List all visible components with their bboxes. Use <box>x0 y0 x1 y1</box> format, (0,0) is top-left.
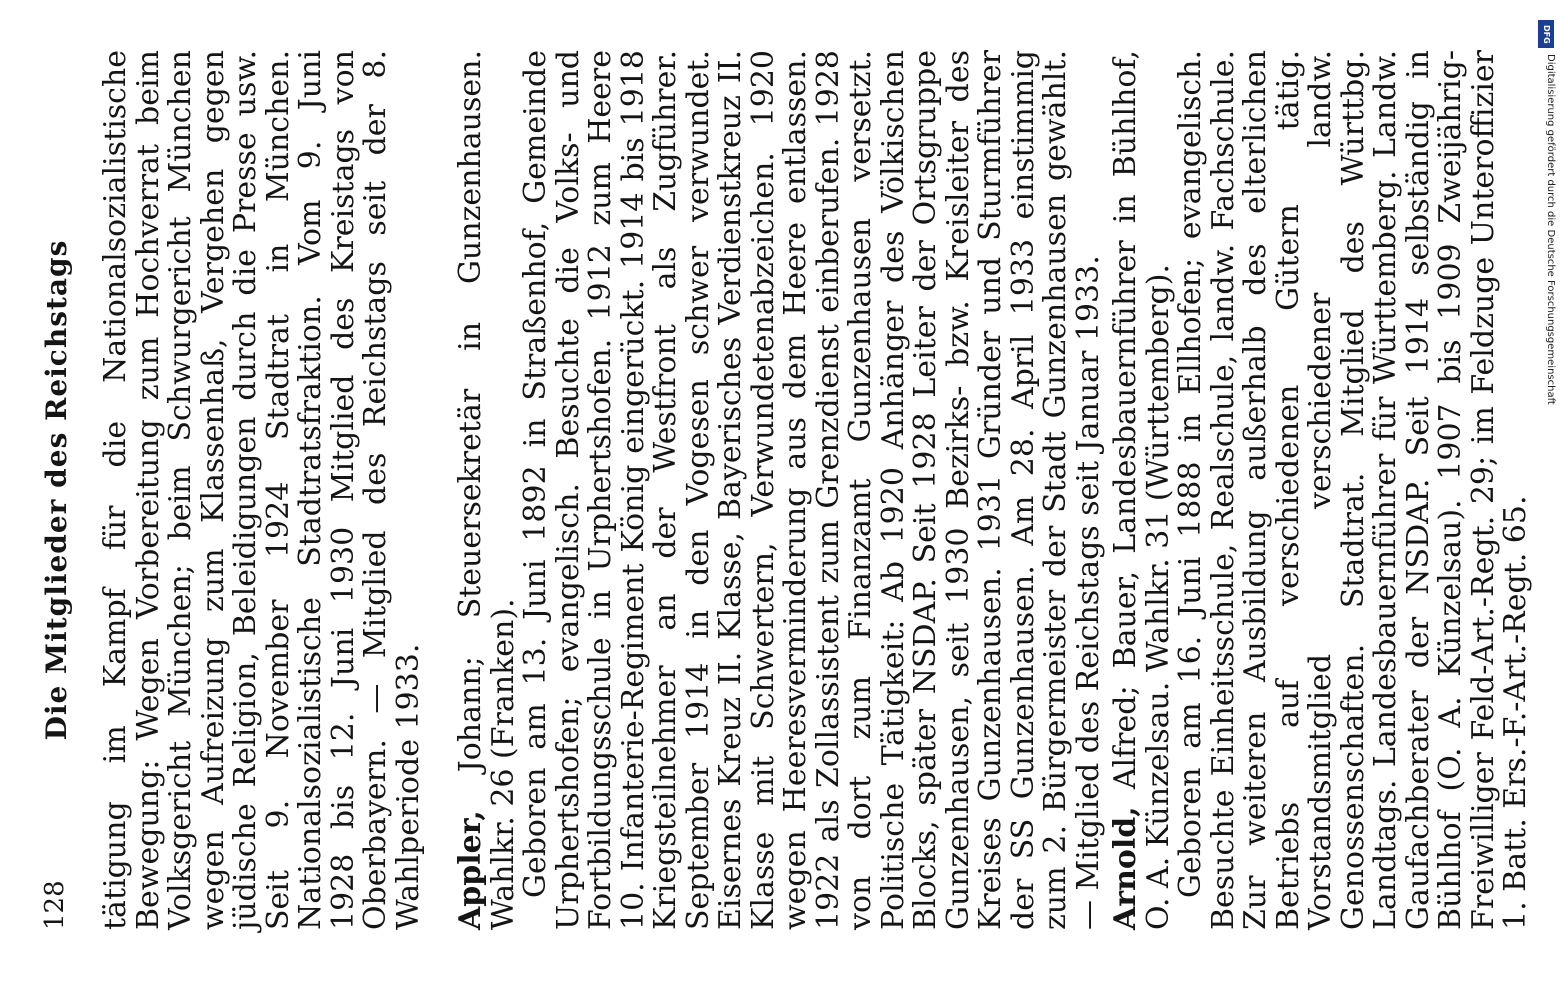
entry-arnold-heading <box>1110 50 1175 930</box>
entry-appler <box>455 50 1105 930</box>
digitization-credit-text: Digitalisierung gefördert durch die Deutsche Forschungsgemeinschaft <box>1545 54 1556 405</box>
entry-arnold <box>1110 50 1533 930</box>
dfg-logo: DFG <box>1538 20 1554 48</box>
running-title: Die Mitglieder des Reichstags <box>40 239 73 741</box>
entry-appler-text: Geboren am 13. Juni 1892 in Straßenhof, Gemeinde Urphertshofen; evangelisch. Besuchte die Volks- und Fortbildungsschule in Urphertshofen. 1912 zum Heere 10. Infanterie-Regiment König eingerückt. 1914 bis 1918 Kriegsteilnehmer an der Westfront als Zugführer. September 1914 in den Vogesen schwer verwundet. Eisernes Kreuz II. Klasse, Bayerisches Verdienstkreuz II. Klasse mit Schwertern, Verwundetenabzeichen. 1920 wegen Heeresverminderung aus dem Heere entlassen. 1922 als Zollassistent zum Grenzdienst einberufen. 1928 von dort zum Finanzamt Gunzenhausen versetzt. Politische Tätigkeit: Ab 1920 Anhänger des Völkischen Blocks, später NSDAP. Seit 1928 Leiter der Ortsgruppe Gunzenhausen, seit 1930 Bezirks- bzw. Kreisleiter des Kreises Gunzenhausen. 1931 Gründer und Sturmführer der SS Gunzenhausen. Am 28. April 1933 einstimmig zum 2. Bürgermeister der Stadt Gunzenhausen gewählt. — Mitglied des Reichstags seit Januar 1933. <box>518 50 1106 930</box>
page-number: 128 <box>40 880 70 930</box>
digitization-credit <box>1536 10 1558 990</box>
running-header <box>40 50 80 930</box>
entry-appler-heading-rest: Johann; Steuersekretär in Gunzenhausen. Wahlkr. 26 (Franken). <box>453 50 521 930</box>
entry-arnold-name: Arnold, <box>1108 806 1143 930</box>
entry-appler-name: Appler, <box>453 810 488 930</box>
entry-arnold-heading-rest: Alfred; Bauer, Landesbauernführer in Bühlhof, O. A. Künzelsau. Wahlkr. 31 (Württemberg). <box>1108 50 1176 930</box>
entry-arnold-text: Geboren am 16. Juni 1888 in Ellhofen; evangelisch. Besuchte Einheitsschule, Realschule, landw. Fachschule. Zur weiteren Ausbildung außerhalb des elterlichen Betriebs auf verschiedenen Gütern tätig. Vorstandsmitglied verschiedener landw. Genossenschaften. Stadtrat. Mitglied des Württbg. Landtags. Landesbauernführer für Württemberg. Landw. Gaufachberater der NSDAP. Seit 1914 selbständig in Bühlhof (O. A. Künzelsau). 1907 bis 1909 Zweijährig-Freiwilliger Feld-Art.-Regt. 29; im Feldzuge Unteroffizier 1. Batt. Ers.-F.-Art.-Regt. 65. <box>1173 50 1533 930</box>
entry-continuation-text: tätigung im Kampf für die Nationalsozialistische Bewegung: Wegen Vorbereitung zum Hochverrat beim Volksgericht München; beim Schwurgericht München wegen Aufreizung zum Klassenhaß, Vergehen gegen jüdische Religion, Beleidigungen durch die Presse usw. Seit 9. November 1924 Stadtrat in München. Nationalsozialistische Stadtratsfraktion. Vom 9. Juni 1928 bis 12. Juni 1930 Mitglied des Kreistags von Oberbayern. — Mitglied des Reichstags seit der 8. Wahlperiode 1933. <box>98 50 426 930</box>
entry-continuation <box>100 50 425 930</box>
entry-appler-heading <box>455 50 520 930</box>
